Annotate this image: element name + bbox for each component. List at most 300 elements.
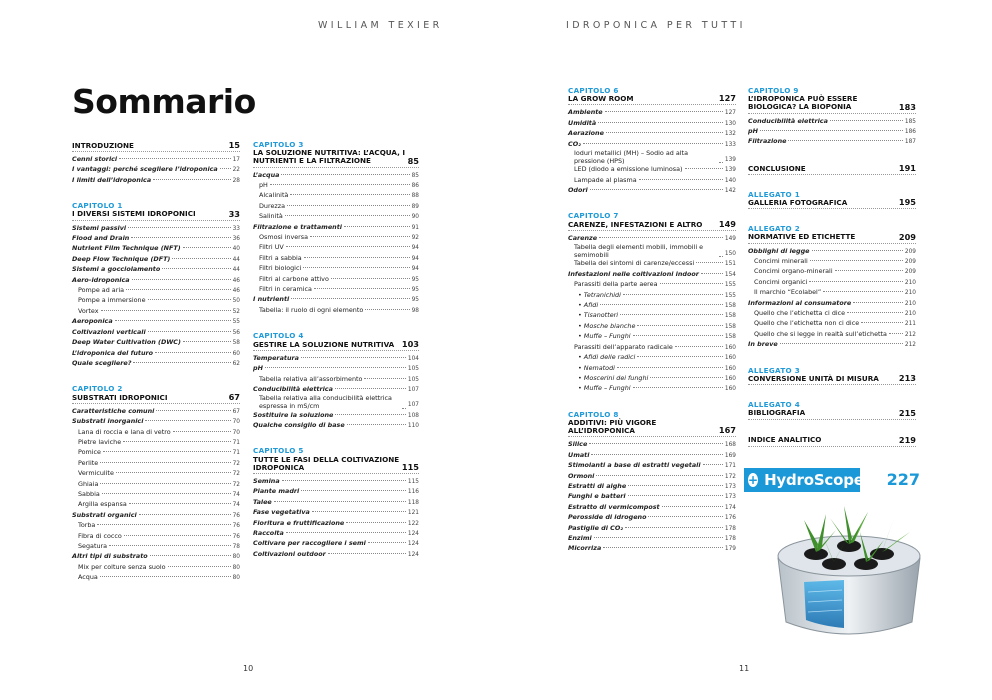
entry-title: • Mosche bianche bbox=[578, 321, 636, 330]
entry-title: I vantaggi: perché scegliere l’idroponica bbox=[72, 165, 218, 174]
toc-entry bbox=[748, 247, 916, 257]
entry-title: Concimi organo-minerali bbox=[754, 267, 833, 276]
entry-title: • Afidi delle radici bbox=[578, 353, 636, 362]
entry-title: Substrati inorganici bbox=[72, 417, 144, 426]
toc-entry bbox=[253, 411, 419, 421]
toc-entry bbox=[568, 150, 736, 165]
dot-leader bbox=[701, 273, 723, 274]
dot-leader bbox=[605, 111, 723, 112]
entry-title: Coltivazioni outdoor bbox=[253, 549, 326, 558]
entry-page: 210 bbox=[904, 300, 916, 307]
dot-leader bbox=[344, 226, 410, 227]
toc-section bbox=[748, 164, 916, 175]
toc-section bbox=[748, 191, 916, 209]
dot-leader bbox=[310, 236, 410, 237]
dot-leader bbox=[809, 281, 903, 282]
toc-section bbox=[568, 212, 736, 394]
chapter-page: 167 bbox=[718, 425, 736, 436]
entry-title: Perlite bbox=[78, 458, 99, 467]
toc-entry bbox=[72, 224, 240, 234]
dot-leader bbox=[286, 246, 410, 247]
toc-entry bbox=[253, 202, 419, 212]
entry-page: 122 bbox=[407, 520, 419, 527]
toc-entry bbox=[748, 278, 916, 288]
entry-page: 160 bbox=[724, 375, 736, 382]
dot-leader bbox=[126, 289, 231, 290]
entry-page: 178 bbox=[724, 535, 736, 542]
dot-leader bbox=[637, 356, 723, 357]
toc-entry bbox=[72, 359, 240, 369]
dot-leader bbox=[150, 555, 231, 556]
entry-page: 44 bbox=[232, 256, 240, 263]
entry-title: Filtri biologici bbox=[259, 264, 302, 273]
toc-entry bbox=[72, 234, 240, 244]
entry-page: 58 bbox=[232, 340, 240, 347]
entry-title: Lampade al plasma bbox=[574, 175, 637, 184]
entry-title: CO₂ bbox=[568, 139, 581, 148]
toc-entry bbox=[72, 255, 240, 265]
dot-leader bbox=[115, 320, 231, 321]
dot-leader bbox=[812, 250, 903, 251]
dot-leader bbox=[265, 367, 406, 368]
chapter-title: CARENZE, INFESTAZIONI E ALTRO bbox=[568, 219, 703, 229]
entry-page: 72 bbox=[232, 471, 240, 478]
toc-entry bbox=[568, 119, 736, 129]
toc-entry bbox=[72, 469, 240, 479]
chapter-title: GESTIRE LA SOLUZIONE NUTRITIVA bbox=[253, 339, 395, 349]
entry-title: Acqua bbox=[78, 573, 98, 582]
toc-entry bbox=[568, 244, 736, 259]
dot-leader bbox=[133, 362, 230, 363]
chapter-page: 67 bbox=[228, 391, 240, 402]
chapter-header bbox=[568, 212, 736, 230]
entry-page: 40 bbox=[232, 246, 240, 253]
chapter-page: 191 bbox=[898, 162, 916, 173]
entry-page: 80 bbox=[232, 564, 240, 571]
entry-page: 50 bbox=[232, 298, 240, 305]
chapter-label: ALLEGATO 4 bbox=[748, 400, 801, 410]
dot-leader bbox=[101, 310, 231, 311]
entry-page: 105 bbox=[407, 376, 419, 383]
chapter-label: CAPITOLO 2 bbox=[72, 384, 123, 394]
dot-leader bbox=[312, 511, 406, 512]
hydroponic-system-illustration bbox=[764, 500, 934, 660]
entry-page: 186 bbox=[904, 129, 916, 136]
entry-title: • Tetranichidi bbox=[578, 290, 621, 299]
entry-page: 151 bbox=[724, 261, 736, 268]
toc-entry bbox=[568, 492, 736, 502]
entry-title: Coltivare per raccogliere i semi bbox=[253, 539, 366, 548]
entry-page: 160 bbox=[724, 386, 736, 393]
dot-leader bbox=[119, 158, 231, 159]
toc-section bbox=[748, 87, 916, 148]
entry-title: Nutrient Film Technique (NFT) bbox=[72, 244, 181, 253]
dot-leader bbox=[172, 258, 230, 259]
hydroscope-label-bar bbox=[744, 468, 864, 492]
chapter-header bbox=[253, 447, 419, 474]
entry-title: Qualche consiglio di base bbox=[253, 420, 345, 429]
chapter-page: 149 bbox=[718, 218, 736, 229]
entry-title: Sabbia bbox=[78, 489, 100, 498]
toc-entry bbox=[748, 299, 916, 309]
entry-title: pH bbox=[259, 181, 268, 190]
toc-entry bbox=[72, 296, 240, 306]
dot-leader bbox=[97, 524, 230, 525]
entry-title: Micorriza bbox=[568, 544, 602, 553]
entry-title: Aero-idroponica bbox=[72, 275, 130, 284]
toc-entry bbox=[748, 330, 916, 340]
hydroscope-name: HydroScope bbox=[764, 471, 864, 489]
chapter-title: LA SOLUZIONE NUTRITIVA: L’ACQUA, I NUTRIENTI E LA FILTRAZIONE bbox=[253, 148, 406, 166]
entry-page: 210 bbox=[904, 311, 916, 318]
dot-leader bbox=[650, 377, 723, 378]
entry-page: 158 bbox=[724, 323, 736, 330]
toc-entry bbox=[568, 332, 736, 342]
dot-leader bbox=[123, 441, 230, 442]
entry-title: Lana di roccia e lana di vetro bbox=[78, 427, 171, 436]
entry-title: Odori bbox=[568, 186, 588, 195]
toc-entry bbox=[253, 498, 419, 508]
entry-title: Carenze bbox=[568, 233, 598, 242]
dot-leader bbox=[129, 503, 231, 504]
entry-page: 124 bbox=[407, 551, 419, 558]
folio-right: 11 bbox=[739, 664, 750, 673]
entry-title: Filtri in ceramica bbox=[259, 285, 312, 294]
entry-page: 124 bbox=[407, 530, 419, 537]
toc-entry bbox=[72, 542, 240, 552]
dot-leader bbox=[810, 260, 903, 261]
entry-page: 185 bbox=[904, 118, 916, 125]
dot-leader bbox=[102, 493, 231, 494]
entry-title: Parassiti della parte aerea bbox=[574, 280, 658, 289]
entry-title: Fibra di cocco bbox=[78, 531, 122, 540]
dot-leader bbox=[853, 302, 903, 303]
entry-page: 67 bbox=[232, 408, 240, 415]
entry-title: Tabella relativa alla conducibilità elettrica espressa in mS/cm bbox=[259, 394, 392, 410]
entry-page: 210 bbox=[904, 279, 916, 286]
folio-left: 10 bbox=[243, 664, 254, 673]
chapter-title: TUTTE LE FASI DELLA COLTIVAZIONE IDROPONICA bbox=[253, 454, 400, 472]
dot-leader bbox=[703, 464, 723, 465]
toc-section bbox=[568, 87, 736, 196]
dot-leader bbox=[639, 179, 723, 180]
entry-page: 80 bbox=[232, 554, 240, 561]
entry-page: 94 bbox=[411, 245, 419, 252]
entry-page: 130 bbox=[724, 120, 736, 127]
entry-page: 95 bbox=[411, 287, 419, 294]
entry-page: 139 bbox=[724, 167, 736, 174]
dot-leader bbox=[155, 352, 231, 353]
entry-title: Umati bbox=[568, 450, 590, 459]
entry-page: 46 bbox=[232, 277, 240, 284]
chapter-header bbox=[748, 191, 916, 209]
chapter-page: 213 bbox=[898, 373, 916, 384]
toc-entry bbox=[253, 223, 419, 233]
entry-page: 90 bbox=[411, 214, 419, 221]
entry-title: Tabella relativa all’assorbimento bbox=[259, 374, 363, 383]
entry-title: pH bbox=[253, 364, 263, 373]
entry-title: LED (diodo a emissione luminosa) bbox=[574, 165, 683, 174]
entry-page: 124 bbox=[407, 541, 419, 548]
entry-page: 118 bbox=[407, 499, 419, 506]
entry-page: 33 bbox=[232, 225, 240, 232]
dot-leader bbox=[291, 298, 409, 299]
entry-title: Deep Flow Technique (DFT) bbox=[72, 254, 171, 263]
chapter-label: ALLEGATO 1 bbox=[748, 189, 801, 199]
dot-leader bbox=[788, 140, 902, 141]
chapter-page: 115 bbox=[401, 461, 419, 472]
dot-leader bbox=[620, 314, 723, 315]
toc-entry bbox=[72, 276, 240, 286]
dot-leader bbox=[617, 367, 723, 368]
entry-page: 173 bbox=[724, 483, 736, 490]
running-header-right: IDROPONICA PER TUTTI bbox=[566, 20, 746, 31]
chapter-label: CAPITOLO 5 bbox=[253, 446, 304, 456]
entry-title: Concimi organici bbox=[754, 277, 808, 286]
entry-title: Stimolanti a base di estratti vegetali bbox=[568, 461, 701, 470]
entry-title: Caratteristiche comuni bbox=[72, 406, 155, 415]
toc-entry bbox=[748, 319, 916, 329]
dot-leader bbox=[633, 335, 723, 336]
toc-section bbox=[748, 367, 916, 385]
dot-leader bbox=[270, 184, 410, 185]
toc-entry bbox=[748, 117, 916, 127]
dot-leader bbox=[328, 553, 406, 554]
toc-entry bbox=[72, 511, 240, 521]
dot-leader bbox=[314, 288, 410, 289]
dot-leader bbox=[100, 483, 230, 484]
entry-page: 92 bbox=[411, 235, 419, 242]
entry-title: Parassiti dell’apparato radicale bbox=[574, 342, 673, 351]
dot-leader bbox=[287, 205, 410, 206]
entry-title: Perosside di idrogeno bbox=[568, 513, 647, 522]
toc-entry bbox=[748, 267, 916, 277]
dot-leader bbox=[589, 443, 723, 444]
dot-leader bbox=[148, 299, 231, 300]
toc-entry bbox=[568, 364, 736, 374]
toc-entry bbox=[72, 417, 240, 427]
toc-entry bbox=[748, 127, 916, 137]
toc-entry bbox=[72, 286, 240, 296]
dot-leader bbox=[600, 304, 723, 305]
entry-title: Piante madri bbox=[253, 487, 300, 496]
dot-leader bbox=[131, 237, 230, 238]
toc-entry bbox=[253, 191, 419, 201]
toc-entry bbox=[72, 448, 240, 458]
entry-title: Talee bbox=[253, 497, 272, 506]
chapter-title: INDICE ANALITICO bbox=[748, 435, 822, 445]
toc-entry bbox=[568, 291, 736, 301]
entry-page: 209 bbox=[904, 269, 916, 276]
entry-title: Sistemi passivi bbox=[72, 223, 127, 232]
dot-leader bbox=[145, 420, 230, 421]
entry-title: Umidità bbox=[568, 118, 597, 127]
toc-entry bbox=[72, 317, 240, 327]
entry-page: 55 bbox=[232, 319, 240, 326]
chapter-header bbox=[748, 87, 916, 114]
chapter-title: GALLERIA FOTOGRAFICA bbox=[748, 198, 848, 208]
entry-page: 178 bbox=[724, 525, 736, 532]
toc-column-1 bbox=[72, 141, 240, 600]
entry-title: Semina bbox=[253, 476, 280, 485]
entry-page: 171 bbox=[724, 463, 736, 470]
entry-title: Coltivazioni verticali bbox=[72, 327, 146, 336]
entry-page: 154 bbox=[724, 271, 736, 278]
entry-page: 212 bbox=[904, 331, 916, 338]
entry-page: 94 bbox=[411, 255, 419, 262]
entry-title: Conducibilità elettrica bbox=[748, 116, 828, 125]
toc-entry bbox=[568, 165, 736, 175]
toc-section bbox=[568, 411, 736, 555]
entry-title: Mix per colture senza suolo bbox=[78, 562, 166, 571]
entry-title: • Tisanotteri bbox=[578, 311, 619, 320]
toc-entry bbox=[568, 176, 736, 186]
toc-entry bbox=[568, 482, 736, 492]
dot-leader bbox=[285, 215, 410, 216]
entry-page: 52 bbox=[232, 308, 240, 315]
entry-page: 56 bbox=[232, 329, 240, 336]
entry-page: 107 bbox=[407, 402, 419, 409]
entry-title: Segatura bbox=[78, 542, 108, 550]
entry-page: 91 bbox=[411, 224, 419, 231]
entry-page: 71 bbox=[232, 450, 240, 457]
chapter-page: 195 bbox=[898, 197, 916, 208]
chapter-header bbox=[253, 332, 419, 350]
dot-leader bbox=[365, 309, 409, 310]
dot-leader bbox=[606, 132, 723, 133]
entry-title: Pietre laviche bbox=[78, 437, 122, 446]
chapter-page: 85 bbox=[407, 155, 419, 166]
entry-page: 95 bbox=[411, 297, 419, 304]
toc-entry bbox=[568, 270, 736, 280]
entry-page: 176 bbox=[724, 515, 736, 522]
chapter-title: NORMATIVE ED ETICHETTE bbox=[748, 232, 856, 242]
entry-page: 71 bbox=[232, 439, 240, 446]
toc-entry bbox=[568, 472, 736, 482]
toc-entry bbox=[72, 328, 240, 338]
toc-section bbox=[748, 401, 916, 419]
entry-page: 107 bbox=[407, 386, 419, 393]
entry-page: 60 bbox=[232, 350, 240, 357]
toc-entry bbox=[568, 534, 736, 544]
entry-title: Ambiente bbox=[568, 108, 603, 117]
entry-page: 209 bbox=[904, 259, 916, 266]
entry-page: 155 bbox=[724, 292, 736, 299]
dot-leader bbox=[290, 194, 409, 195]
entry-page: 70 bbox=[232, 419, 240, 426]
dot-leader bbox=[304, 257, 410, 258]
entry-page: 76 bbox=[232, 533, 240, 540]
entry-page: 76 bbox=[232, 523, 240, 530]
dot-leader bbox=[847, 312, 903, 313]
entry-page: 74 bbox=[232, 502, 240, 509]
toc-entry bbox=[568, 301, 736, 311]
toc-entry bbox=[568, 108, 736, 118]
toc-entry bbox=[568, 311, 736, 321]
entry-page: 44 bbox=[232, 267, 240, 274]
toc-entry bbox=[72, 349, 240, 359]
chapter-header bbox=[72, 202, 240, 220]
entry-title: Fase vegetativa bbox=[253, 508, 310, 517]
entry-page: 36 bbox=[232, 236, 240, 243]
entry-title: Sistemi a gocciolamento bbox=[72, 265, 161, 274]
dot-leader bbox=[124, 535, 231, 536]
dot-leader bbox=[162, 268, 230, 269]
entry-page: 172 bbox=[724, 473, 736, 480]
dot-leader bbox=[633, 387, 723, 388]
toc-entry bbox=[72, 500, 240, 510]
toc-entry bbox=[253, 233, 419, 243]
dot-leader bbox=[100, 462, 230, 463]
toc-entry bbox=[72, 563, 240, 573]
entry-page: 72 bbox=[232, 460, 240, 467]
entry-title: Filtri a sabbia bbox=[259, 253, 302, 262]
toc-entry bbox=[72, 165, 240, 175]
entry-page: 80 bbox=[232, 575, 240, 582]
toc-entry bbox=[72, 428, 240, 438]
entry-title: Pompe ad aria bbox=[78, 286, 125, 295]
entry-title: Quello che l’etichetta non ci dice bbox=[754, 319, 860, 328]
toc-entry bbox=[72, 573, 240, 583]
chapter-header bbox=[748, 225, 916, 243]
entry-title: I nutrienti bbox=[253, 295, 290, 304]
chapter-title: I DIVERSI SISTEMI IDROPONICI bbox=[72, 209, 196, 219]
toc-entry bbox=[748, 288, 916, 298]
toc-entry bbox=[72, 265, 240, 275]
entry-title: Flood and Drain bbox=[72, 234, 130, 243]
entry-page: 28 bbox=[232, 177, 240, 184]
entry-title: Quello che si legge in realtà sull’etichetta bbox=[754, 329, 887, 338]
dot-leader bbox=[331, 278, 410, 279]
toc-entry bbox=[72, 490, 240, 500]
toc-entry bbox=[568, 544, 736, 554]
dot-leader bbox=[599, 237, 723, 238]
dot-leader bbox=[364, 378, 405, 379]
toc-entry bbox=[72, 244, 240, 254]
dot-leader bbox=[153, 179, 230, 180]
toc-entry bbox=[253, 529, 419, 539]
chapter-title: INTRODUZIONE bbox=[72, 140, 134, 150]
chapter-header bbox=[748, 367, 916, 385]
toc-entry bbox=[748, 340, 916, 350]
toc-entry bbox=[72, 438, 240, 448]
entry-page: 85 bbox=[411, 172, 419, 179]
toc-entry bbox=[253, 264, 419, 274]
dot-leader bbox=[623, 294, 723, 295]
dot-leader bbox=[675, 346, 723, 347]
dot-leader bbox=[109, 545, 231, 546]
toc-entry bbox=[253, 487, 419, 497]
entry-title: Tabella: il ruolo di ogni elemento bbox=[259, 305, 364, 314]
chapter-title: ADDITIVI: PIÙ VIGORE ALL’IDROPONICA bbox=[568, 417, 657, 436]
chapter-title: CONVERSIONE UNITÀ DI MISURA bbox=[748, 373, 879, 383]
entry-title: Pastiglie di CO₂ bbox=[568, 523, 624, 532]
toc-entry bbox=[253, 171, 419, 181]
dot-leader bbox=[139, 514, 231, 515]
entry-page: 160 bbox=[724, 344, 736, 351]
toc-entry bbox=[568, 461, 736, 471]
toc-entry bbox=[72, 407, 240, 417]
chapter-label: ALLEGATO 3 bbox=[748, 365, 801, 375]
entry-page: 108 bbox=[407, 412, 419, 419]
entry-title: pH bbox=[748, 127, 758, 136]
entry-title: Informazioni al consumatore bbox=[748, 298, 852, 307]
entry-page: 110 bbox=[407, 422, 419, 429]
entry-title: Substrati organici bbox=[72, 510, 137, 519]
toc-entry bbox=[253, 275, 419, 285]
toc-entry bbox=[568, 322, 736, 332]
chapter-title: SUBSTRATI IDROPONICI bbox=[72, 392, 168, 402]
